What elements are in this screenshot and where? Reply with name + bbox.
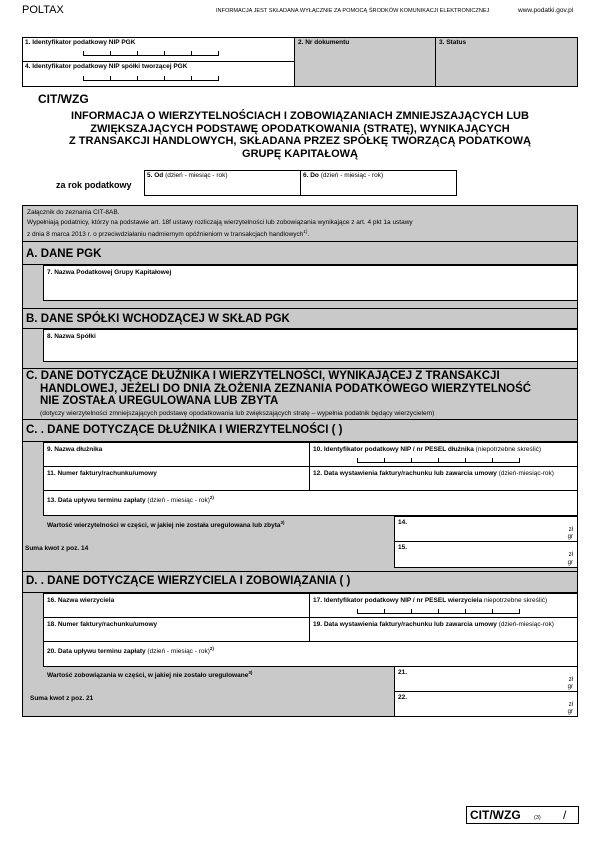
footer-form-code: CIT/WZG [470,808,521,822]
field-22-label: 22. [398,694,408,701]
creditor-nip-field[interactable] [309,593,578,618]
company-name-label: 8. Nazwa Spółki [47,333,96,340]
invoice-number-label: 11. Numer faktury/rachunku/umowy [47,470,157,477]
footer-form-version: (3) [534,815,541,821]
title-line: ZWIĘKSZAJĄCYCH PODSTAWĘ OPODATKOWANIA (STRATĘ), WYNIKAJĄCYCH [90,122,510,135]
zl-unit: zł [568,552,573,558]
creditor-name-field[interactable] [43,593,310,618]
invoice-date-label: 12. Data wystawienia faktury/rachunku lub zawarcia umowy (dzień-miesiąc-rok) [313,470,554,477]
intro-line: Wypełniają podatnicy, którzy na podstawie art. 18f ustawy rozliczają wierzytelności lub zobowiązania wynikające z art. 4 pkt 1a ustawy [27,218,413,226]
liability-deadline-label: 20. Data upływu terminu zapłaty (dzień - miesiąc - rok)$^{2)}$ [47,646,214,656]
liability-invoice-number-field[interactable] [43,617,310,642]
field-21-label: 21. [398,669,408,676]
form-title [20,110,580,160]
creditor-nip-digit-ticks [357,609,520,614]
invoice-number-field[interactable] [43,466,310,491]
zl-unit: zł [568,527,573,533]
nip-company-field[interactable] [22,61,295,87]
divider [22,241,578,242]
pgk-name-label: 7. Nazwa Podatkowej Grupy Kapitałowej [47,269,172,276]
invoice-date-field[interactable] [309,466,578,491]
creditor-nip-label: 17. Identyfikator podatkowy NIP / nr PESEL wierzyciela niepotrzebne skreślić) [313,597,548,604]
liability-invoice-date-label: 19. Data wystawienia faktury/rachunku lub zawarcia umowy (dzień-miesiąc-rok) [313,621,554,628]
form-code: CIT/WZG [38,92,89,106]
period-from-label: 5. Od (dzień - miesiąc - rok) [147,172,228,179]
gr-unit: gr [567,709,573,715]
section-c-title-line: HANDLOWEJ, JEŻELI DO DNIA ZŁOŻENIA ZEZNANIA PODATKOWEGO WIERZYTELNOŚĆ [40,382,532,395]
intro-line: Załącznik do zeznania CIT-8AB. [27,209,120,216]
debtor-nip-field[interactable] [309,442,578,467]
liability-invoice-date-field[interactable] [309,617,578,642]
nip-pgk-digit-ticks [83,51,219,56]
period-to-label: 6. Do (dzień - miesiąc - rok) [303,172,384,179]
sum-21-label: Suma kwot z poz. 21 [30,695,94,702]
status-field [435,37,578,87]
section-a-title: A. DANE PGK [26,248,102,260]
document-number-field [294,37,436,87]
section-d-subtitle: D. . DANE DOTYCZĄCE WIERZYCIELA I ZOBOWIĄZANIA ( ) [26,575,351,587]
intro-line: z dnia 8 marca 2013 r. o przeciwdziałaniu nadmiernym opóźnieniom w transakcjach handlowych$^{1)}$. [27,229,310,239]
nip-company-label: 4. Identyfikator podatkowy NIP spółki tworzącej PGK [25,63,188,70]
divider [22,419,578,420]
company-name-field[interactable] [43,329,578,362]
status-label: 3. Status [439,39,467,46]
form-brand: POLTAX [22,4,64,16]
electronic-notice: INFORMACJA JEST SKŁADANA WYŁĄCZNIE ZA POMOCĄ ŚRODKÓW KOMUNIKACJI ELEKTRONICZNEJ [216,8,490,14]
section-c-title-line: C. DANE DOTYCZĄCE DŁUŻNIKA I WIERZYTELNOŚCI, WYNIKAJĄCEJ Z TRANSAKCJI [26,370,500,382]
nip-pgk-label: 1. Identyfikator podatkowy NIP PGK [25,39,136,46]
divider [22,368,578,369]
divider [22,571,578,572]
creditor-name-label: 16. Nazwa wierzyciela [47,597,115,604]
gr-unit: gr [567,684,573,690]
liability-invoice-number-label: 18. Numer faktury/rachunku/umowy [47,621,158,628]
footer-page-separator: / [563,808,567,822]
section-c-title-line: NIE ZOSTAŁA UREGULOWANA LUB ZBYTA [40,395,279,407]
zl-unit: zł [568,677,573,683]
nip-pgk-field[interactable] [22,37,295,62]
section-c-title [26,370,531,408]
section-c-subtitle: C. . DANE DOTYCZĄCE DŁUŻNIKA I WIERZYTELNOŚCI ( ) [26,424,343,436]
period-to-field[interactable] [300,170,457,196]
footer-form-code-box [466,806,579,824]
gr-unit: gr [567,534,573,540]
receivable-value-label: Wartość wierzytelności w części, w jakiej nie została uregulowana lub zbyta$^{3)}$ [47,520,285,530]
section-b-title: B. DANE SPÓŁKI WCHODZĄCEJ W SKŁAD PGK [26,313,290,325]
period-from-field[interactable] [144,170,301,196]
sum-14-label: Suma kwot z poz. 14 [25,545,89,552]
intro-text [27,208,413,240]
liability-deadline-field[interactable] [43,641,578,667]
field-15-label: 15. [398,544,408,551]
nip-company-digit-ticks [83,76,219,81]
payment-deadline-label: 13. Data upływu terminu zapłaty (dzień - miesiąc - rok)$^{2)}$ [47,495,214,505]
title-line: GRUPĘ KAPITAŁOWĄ [242,147,358,160]
sum-14-field[interactable] [394,541,578,568]
title-line: INFORMACJA O WIERZYTELNOŚCIACH I ZOBOWIĄZANIACH ZMNIEJSZAJĄCYCH LUB [71,110,529,122]
receivable-amount-field[interactable] [394,516,578,542]
title-line: Z TRANSAKCJI HANDLOWYCH, SKŁADANA PRZEZ SPÓŁKĘ TWORZĄCĄ PODATKOWĄ [69,135,531,147]
gr-unit: gr [567,560,573,566]
debtor-nip-digit-ticks [357,458,520,463]
liability-amount-field[interactable] [394,666,578,692]
debtor-nip-label: 10. Identyfikator podatkowy NIP / nr PESEL dłużnika (niepotrzebne skreślić) [313,446,542,453]
debtor-name-label: 9. Nazwa dłużnika [47,446,103,453]
zl-unit: zł [568,702,573,708]
liability-value-label: Wartość zobowiązania w części, w jakiej nie zostało uregulowane$^{3)}$ [47,670,253,680]
divider [22,308,578,309]
pgk-name-field[interactable] [43,265,578,301]
document-number-label: 2. Nr dokumentu [298,39,350,46]
section-c-note: (dotyczy wierzytelności zmniejszających podstawę opodatkowania lub zwiększających stratę – wypełnia podatnik będący wierzycielem) [40,410,435,417]
payment-deadline-field[interactable] [43,490,578,516]
website-link[interactable]: www.podatki.gov.pl [518,7,574,14]
field-14-label: 14. [398,519,408,526]
tax-year-label: za rok podatkowy [56,180,132,190]
sum-21-field[interactable] [394,691,578,717]
debtor-name-field[interactable] [43,442,310,467]
